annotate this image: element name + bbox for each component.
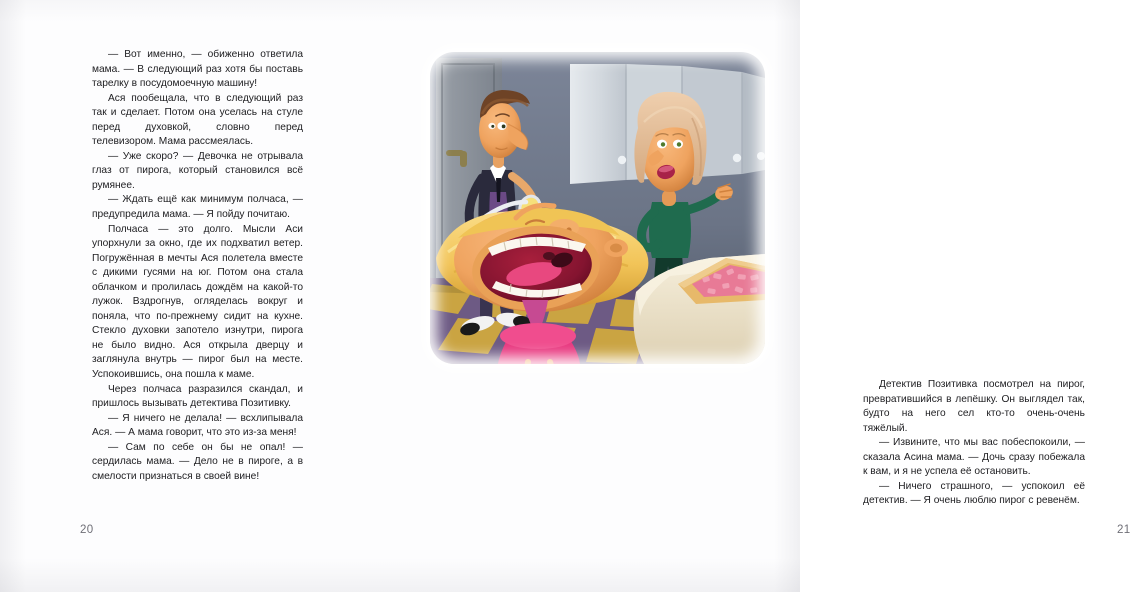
illustration-container <box>430 52 765 364</box>
paragraph: — Извините, что мы вас побеспокоили, — сказала Асина мама. — Дочь сразу побежала к вам, и я не успела её остановить. <box>863 437 1085 478</box>
paragraph: Через полчаса разразился скандал, и пришлось вызывать детектива Позитивку. <box>92 383 303 410</box>
paragraph: Ася пообещала, что в следующий раз так и сделает. Потом она уселась на стуле перед духовкой, словно перед телевизором. Мама рассмеялась. <box>92 92 303 148</box>
paragraph: — Уже скоро? — Девочка не отрывала глаз от пирога, который становился всё румянее. <box>92 150 303 191</box>
paragraph: — Я ничего не делала! — всхлипывала Ася. — А мама говорит, что это из-за меня! <box>92 412 303 439</box>
page-number-left: 20 <box>80 524 94 536</box>
paragraph: — Сам по себе он бы не опал! — сердилась мама. — Дело не в пироге, а в смелости признаться в своей вине! <box>92 441 303 482</box>
paragraph: — Ждать ещё как минимум полчаса, — предупредила мама. — Я пойду почитаю. <box>92 194 303 221</box>
paragraph: — Ничего страшного, — успокоил её детектив. — Я очень люблю пирог с ревенём. <box>863 480 1085 507</box>
right-page-text-column <box>863 378 1085 509</box>
page-number-right: 21 <box>1117 524 1130 536</box>
illustration-artwork <box>430 52 765 364</box>
paragraph: Полчаса — это долго. Мысли Аси упорхнули за окно, где их подхватил ветер. Погружённая в мечты Ася полетела вместе с дикими гусями на юг. Потом она стала облачком и пролилась дождём на какой-то лужок. Вздрогнув, огляделась вокруг и поняла, что по-прежнему сидит на кухне. Стекло духовки запотело изнутри, пирога не было видно. Ася открыла дверцу и заглянула внутрь — пирог был на месте. Успокоившись, она пошла к маме. <box>92 223 303 381</box>
left-page-text-column <box>92 48 303 484</box>
kitchen-illustration <box>430 52 765 364</box>
paragraph: Детектив Позитивка посмотрел на пирог, превратившийся в лепёшку. Он выглядел так, будто на него сел кто-то очень-очень тяжёлый. <box>863 379 1085 434</box>
paragraph: — Вот именно, — обиженно ответила мама. — В следующий раз хотя бы поставь тарелку в посудомоечную машину! <box>92 49 303 90</box>
left-page <box>0 0 400 592</box>
